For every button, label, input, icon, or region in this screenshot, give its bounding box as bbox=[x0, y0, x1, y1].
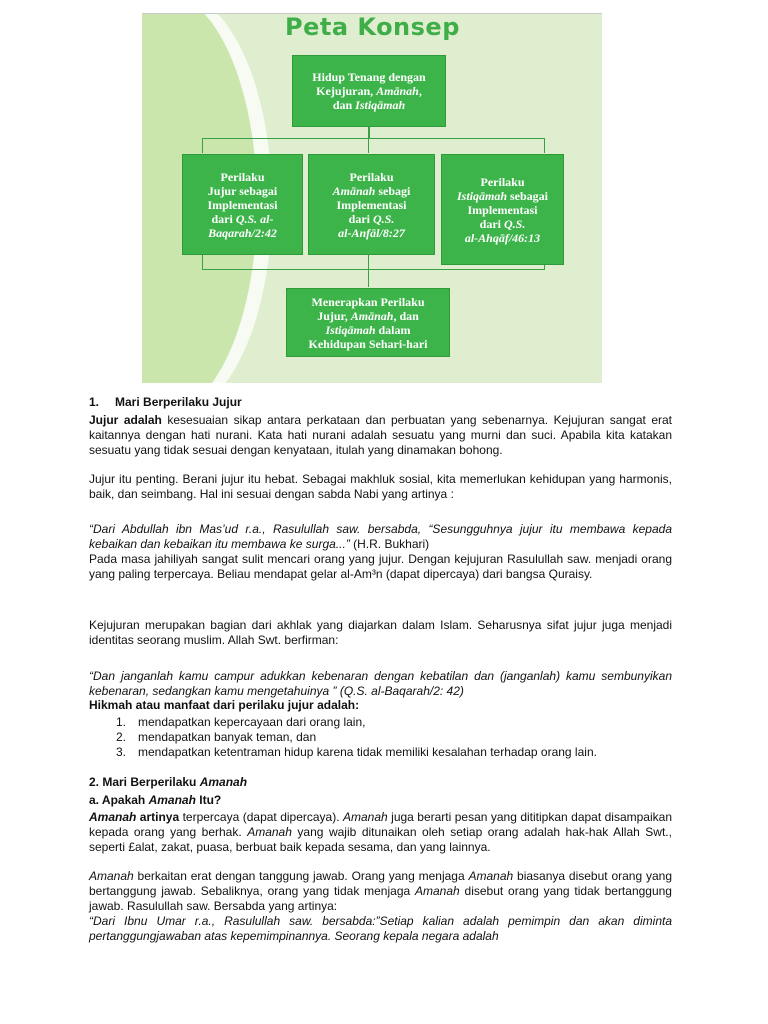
node-jujur: Perilaku Jujur sebagai Implementasi dari Q.S. al- Baqarah/2:42 bbox=[182, 154, 303, 255]
benefits-list bbox=[116, 715, 597, 760]
section2-heading: 2. Mari Berperilaku Amanah bbox=[89, 775, 248, 789]
connector bbox=[368, 138, 369, 153]
section1-paragraph: Kejujuran merupakan bagian dari akhlak yang diajarkan dalam Islam. Seharusnya sifat jujur juga menjadi identitas seorang muslim. Allah Swt. berfirman: bbox=[89, 618, 672, 647]
node-istiqamah: Perilaku Istiqāmah sebagai Implementasi dari Q.S. al-Ahqāf/46:13 bbox=[441, 154, 564, 265]
node-bottom: Menerapkan Perilaku Jujur, Amānah, dan Istiqāmah dalam Kehidupan Sehari-hari bbox=[286, 288, 450, 357]
section1-heading: 1. Mari Berperilaku Jujur bbox=[89, 395, 242, 409]
list-item: 2. mendapatkan banyak teman, dan bbox=[116, 730, 317, 744]
hikmah-heading: Hikmah atau manfaat dari perilaku jujur adalah: bbox=[89, 698, 360, 712]
connector bbox=[202, 138, 203, 153]
concept-map bbox=[142, 13, 602, 383]
connector bbox=[202, 138, 545, 139]
section1-paragraph: Pada masa jahiliyah sangat sulit mencari orang yang jujur. Dengan kejujuran Rasulullah saw. menjadi orang yang paling terpercaya. Beliau mendapat gelar al-Am³n (dapat dipercaya) dari bangsa Quraisy. bbox=[89, 552, 672, 581]
connector bbox=[544, 138, 545, 153]
ayat-quote: “Dan janganlah kamu campur adukkan kebenaran dengan kebatilan dan (janganlah) kamu sembunyikan kebenaran, sedangkan kamu mengetahuinya ” (Q.S. al-Baqarah/2: 42) bbox=[89, 669, 672, 698]
node-amanah: Perilaku Amānah sebagi Implementasi dari Q.S. al-Anfāl/8:27 bbox=[308, 154, 435, 255]
connector bbox=[202, 255, 203, 269]
node-root: Hidup Tenang dengan Kejujuran, Amānah, dan Istiqāmah bbox=[292, 55, 446, 127]
connector bbox=[202, 269, 545, 270]
hadith-quote: “Dari Ibnu Umar r.a., Rasulullah saw. bersabda:”Setiap kalian adalah pemimpin dan akan diminta pertanggungjawaban atas kepemimpinannya. Seorang kepala negara adalah bbox=[89, 914, 672, 943]
section2-paragraph: Amanah berkaitan erat dengan tanggung jawab. Orang yang menjaga Amanah biasanya disebut orang yang bertanggung jawab. Sebaliknya, orang yang tidak menjaga Amanah disebut orang yang tidak bertanggung jawab. Rasulullah saw. Bersabda yang artinya: bbox=[89, 869, 673, 913]
hadith-quote: “Dari Abdullah ibn Mas’ud r.a., Rasulullah saw. bersabda, “Sesungguhnya jujur itu membawa kepada kebaikan dan kebaikan itu membawa ke surga...” (H.R. Bukhari) bbox=[89, 522, 672, 551]
section1-paragraph: Jujur adalah kesesuaian sikap antara perkataan dan perbuatan yang sebenarnya. Kejujuran sangat erat kaitannya dengan hati nurani. Kata hati nurani adalah sesuatu yang murni dan suci. Apabila kita katakan sesuatu yang tidak sesuai dengan kenyataan, itulah yang dinamakan bohong. bbox=[89, 413, 673, 457]
connector bbox=[368, 269, 369, 287]
concept-map-title: Peta Konsep bbox=[285, 13, 460, 41]
section2-paragraph: Amanah artinya terpercaya (dapat dipercaya). Amanah juga berarti pesan yang dititipkan dapat disampaikan kepada orang yang berhak. Amanah yang wajib ditunaikan oleh setiap orang adalah hak-hak Allah Swt., seperti £alat, zakat, puasa, berbuat baik kepada sesama, dan yang lainnya. bbox=[89, 810, 672, 854]
section2-subheading: a. Apakah Amanah Itu? bbox=[89, 793, 222, 807]
list-item: 1. mendapatkan kepercayaan dari orang lain, bbox=[116, 715, 366, 729]
section1-paragraph: Jujur itu penting. Berani jujur itu hebat. Sebagai makhluk sosial, kita memerlukan kehidupan yang harmonis, baik, dan seimbang. Hal ini sesuai dengan sabda Nabi yang artinya : bbox=[89, 472, 672, 501]
connector bbox=[368, 255, 369, 269]
list-item: 3. mendapatkan ketentraman hidup karena tidak memiliki kesalahan terhadap orang lain. bbox=[116, 745, 597, 759]
